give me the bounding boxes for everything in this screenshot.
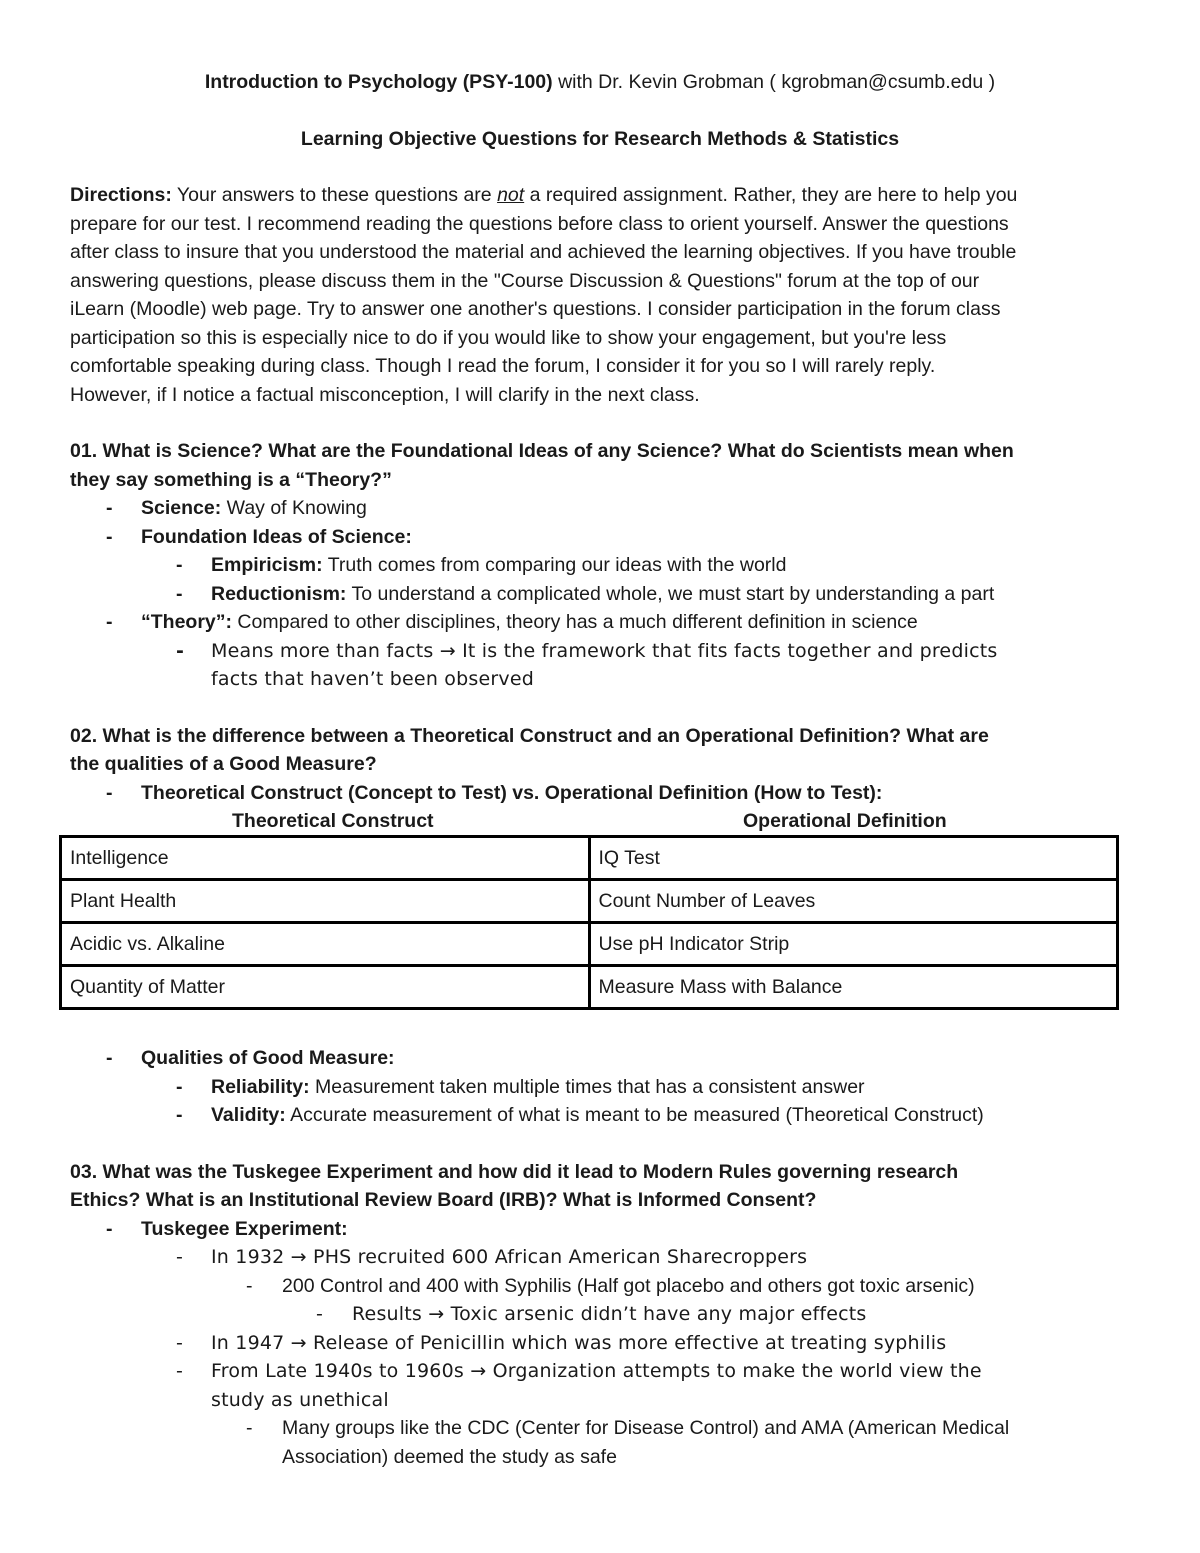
list-item: - 200 Control and 400 with Syphilis (Half got placebo and others got toxic arsenic): [246, 1274, 975, 1297]
list-item: - Foundation Ideas of Science:: [106, 525, 412, 548]
directions-label: Directions:: [70, 184, 172, 206]
table-cell: Count Number of Leaves: [589, 880, 1118, 923]
list-item: - Many groups like the CDC (Center for Disease Control) and AMA (American Medical: [246, 1417, 1010, 1439]
table-row: [61, 837, 1118, 880]
question-02-heading: 02. What is the difference between a Theoretical Construct and an Operational Definition? What are the qualities of a Good Measure?: [70, 724, 989, 775]
column-header-operational: Operational Definition: [743, 810, 947, 832]
table-cell: Use pH Indicator Strip: [589, 923, 1118, 966]
list-item-continuation: facts that haven’t been observed: [211, 668, 534, 690]
list-item: - Theoretical Construct (Concept to Test) vs. Operational Definition (How to Test):: [106, 781, 883, 804]
list-item: - Results → Toxic arsenic didn’t have any major effects: [316, 1303, 867, 1325]
list-item: - Qualities of Good Measure:: [106, 1047, 395, 1069]
document-subtitle: Learning Objective Questions for Research Methods & Statistics: [300, 127, 900, 150]
question-01-heading: 01. What is Science? What are the Foundational Ideas of any Science? What do Scientists mean when they say something is a “Theory?”: [70, 440, 1014, 491]
table-header: [70, 807, 1130, 835]
table-cell: Quantity of Matter: [61, 966, 590, 1009]
question-03-heading: 03. What was the Tuskegee Experiment and how did it lead to Modern Rules governing research Ethics? What is an Institutional Review Board (IRB)? What is Informed Consent?: [70, 1160, 959, 1211]
table-cell: Acidic vs. Alkaline: [61, 923, 590, 966]
list-item: - Reliability: Measurement taken multiple times that has a consistent answer: [176, 1075, 865, 1098]
list-item-continuation: study as unethical: [211, 1388, 389, 1411]
table-cell: Plant Health: [61, 880, 590, 923]
document-header: [70, 68, 1130, 97]
course-title: Introduction to Psychology (PSY-100): [204, 71, 553, 93]
table-cell: Measure Mass with Balance: [589, 966, 1118, 1009]
list-item: - From Late 1940s to 1960s → Organization attempts to make the world view the: [176, 1360, 982, 1382]
list-item: - In 1947 → Release of Penicillin which was more effective at treating syphilis: [176, 1331, 947, 1354]
table-row: [61, 923, 1118, 966]
list-item: - In 1932 → PHS recruited 600 African American Sharecroppers: [176, 1246, 808, 1268]
list-item: - Tuskegee Experiment:: [106, 1217, 348, 1240]
list-item: - Means more than facts → It is the framework that fits facts together and predicts: [176, 639, 998, 662]
table-row: [61, 966, 1118, 1009]
column-header-construct: Theoretical Construct: [232, 810, 434, 832]
directions-paragraph: Directions: Your answers to these questions are not a required assignment. Rather, they are here to help you prepare for our test. I recommend reading the questions before class to orient yourself. Answer the questions after class to insure that you understood the material and achieved the learning objectives. If you have trouble answering questions, please discuss them in the "Course Discussion & Questions" forum at the top of our iLearn (Moodle) web page. Try to answer one another's questions. I consider participation in the forum class participation so this is especially nice to do if you would like to show your engagement, but you're less comfortable speaking during class. Though I read the forum, I consider it for you so I will rarely reply. However, if I notice a factual misconception, I will clarify in the next class.: [70, 184, 1018, 406]
table-cell: IQ Test: [589, 837, 1118, 880]
list-item: - “Theory”: Compared to other disciplines, theory has a much different definition in science: [106, 611, 918, 633]
table-row: [61, 880, 1118, 923]
list-item-continuation: Association) deemed the study as safe: [282, 1445, 617, 1468]
list-item: - Empiricism: Truth comes from comparing our ideas with the world: [176, 554, 787, 576]
emphasis-not: not: [497, 184, 525, 206]
list-item: - Reductionism: To understand a complicated whole, we must start by understanding a part: [176, 582, 995, 605]
list-item: - Validity: Accurate measurement of what is meant to be measured (Theoretical Construct): [176, 1104, 984, 1126]
list-item: - Science: Way of Knowing: [106, 497, 367, 519]
table-cell: Intelligence: [61, 837, 590, 880]
construct-table: [59, 835, 1119, 1010]
instructor-info: with Dr. Kevin Grobman ( kgrobman@csumb.edu ): [552, 71, 996, 93]
document-page: [70, 68, 1130, 1471]
